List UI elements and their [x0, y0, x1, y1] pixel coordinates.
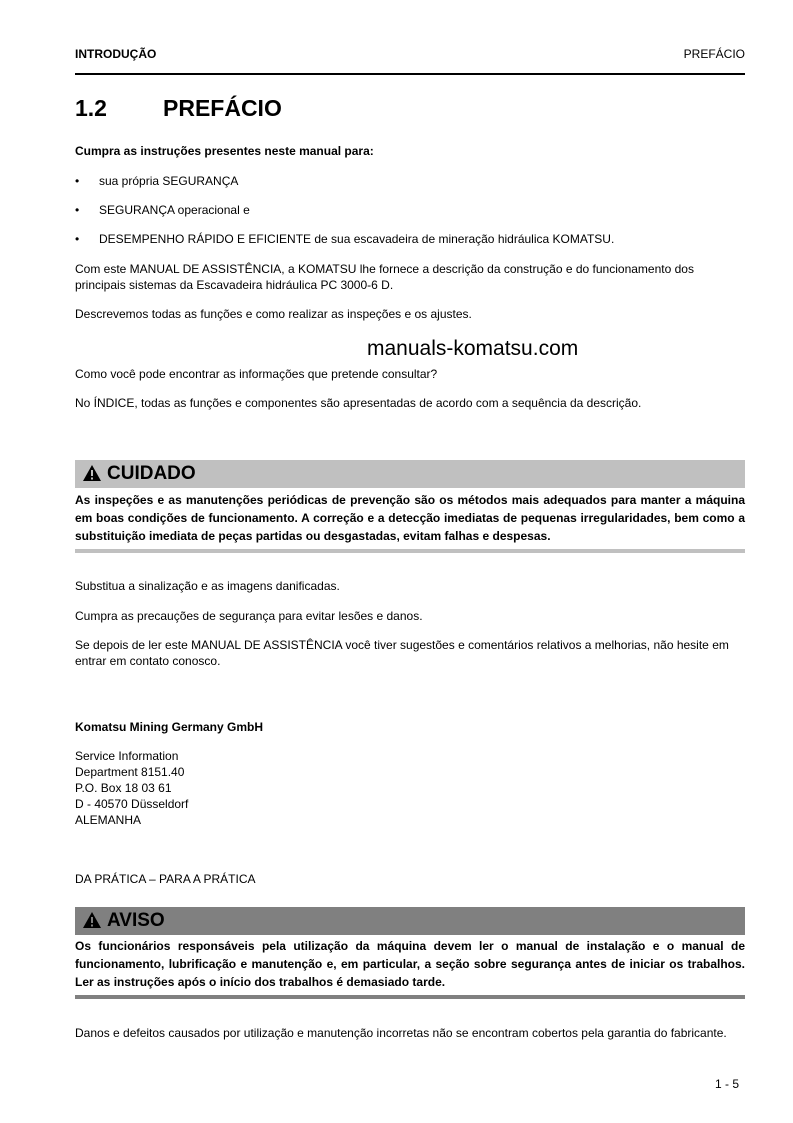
- caution-rule: [75, 549, 745, 553]
- page-number: 1 - 5: [715, 1077, 740, 1091]
- warning-label: AVISO: [107, 910, 165, 931]
- bullet-symbol: •: [75, 232, 80, 246]
- warning-rule: [75, 995, 745, 999]
- motto: DA PRÁTICA – PARA A PRÁTICA: [75, 872, 256, 886]
- header-section: INTRODUÇÃO: [75, 47, 157, 61]
- paragraph: Com este MANUAL DE ASSISTÊNCIA, a KOMATSU lhe fornece a descrição da construção e do funcionamento dos principais sistemas da Escavadeira hidráulica PC 3000-6 D.: [75, 262, 694, 292]
- address-line: Service Information: [75, 749, 179, 763]
- bullet-symbol: •: [75, 203, 80, 217]
- address-line: ALEMANHA: [75, 813, 142, 827]
- paragraph: Danos e defeitos causados por utilização e manutenção incorretas não se encontram cobertos pela garantia do fabricante.: [75, 1026, 727, 1040]
- bullet-item: DESEMPENHO RÁPIDO E EFICIENTE de sua escavadeira de mineração hidráulica KOMATSU.: [99, 232, 615, 246]
- intro-text: Cumpra as instruções presentes neste manual para:: [75, 144, 374, 158]
- paragraph: No ÍNDICE, todas as funções e componentes são apresentadas de acordo com a sequência da descrição.: [75, 396, 642, 410]
- bullet-item: SEGURANÇA operacional e: [99, 203, 250, 217]
- bullet-item: sua própria SEGURANÇA: [99, 174, 239, 188]
- warning-text: Os funcionários responsáveis pela utilização da máquina devem ler o manual de instalação e o manual de funcionamento, lubrificação e manutenção e, em particular, a seção sobre segurança antes de iniciar os trabalhos. Ler as instruções após o início dos trabalhos é demasiado tarde.: [75, 939, 745, 989]
- header-chapter: PREFÁCIO: [683, 47, 745, 61]
- paragraph: Cumpra as precauções de segurança para evitar lesões e danos.: [75, 609, 423, 623]
- warning-bar: [75, 907, 745, 935]
- paragraph: Se depois de ler este MANUAL DE ASSISTÊNCIA você tiver sugestões e comentários relativos a melhorias, não hesite em entrar em contato conosco.: [75, 638, 729, 668]
- caution-text: As inspeções e as manutenções periódicas de prevenção são os métodos mais adequados para manter a máquina em boas condições de funcionamento. A correção e a detecção imediatas de pequenas irregularidades, bem como a substituição imediata de peças partidas ou desgastadas, evitam falhas e despesas.: [75, 493, 745, 543]
- watermark: manuals-komatsu.com: [367, 337, 579, 360]
- caution-bar: [75, 460, 745, 488]
- paragraph: Descrevemos todas as funções e como realizar as inspeções e os ajustes.: [75, 307, 472, 321]
- company-name: Komatsu Mining Germany GmbH: [75, 720, 264, 734]
- address-line: D - 40570 Düsseldorf: [75, 797, 189, 811]
- page-header: [75, 47, 745, 67]
- bullet-symbol: •: [75, 174, 80, 188]
- section-title: PREFÁCIO: [163, 95, 282, 121]
- warning-triangle-icon: [82, 464, 102, 482]
- caution-label: CUIDADO: [107, 463, 196, 484]
- warning-triangle-icon: [82, 911, 102, 929]
- paragraph: Como você pode encontrar as informações que pretende consultar?: [75, 367, 438, 381]
- address-line: P.O. Box 18 03 61: [75, 781, 172, 795]
- section-number: 1.2: [75, 95, 107, 121]
- header-rule: [75, 73, 745, 75]
- paragraph: Substitua a sinalização e as imagens danificadas.: [75, 579, 340, 593]
- address-line: Department 8151.40: [75, 765, 185, 779]
